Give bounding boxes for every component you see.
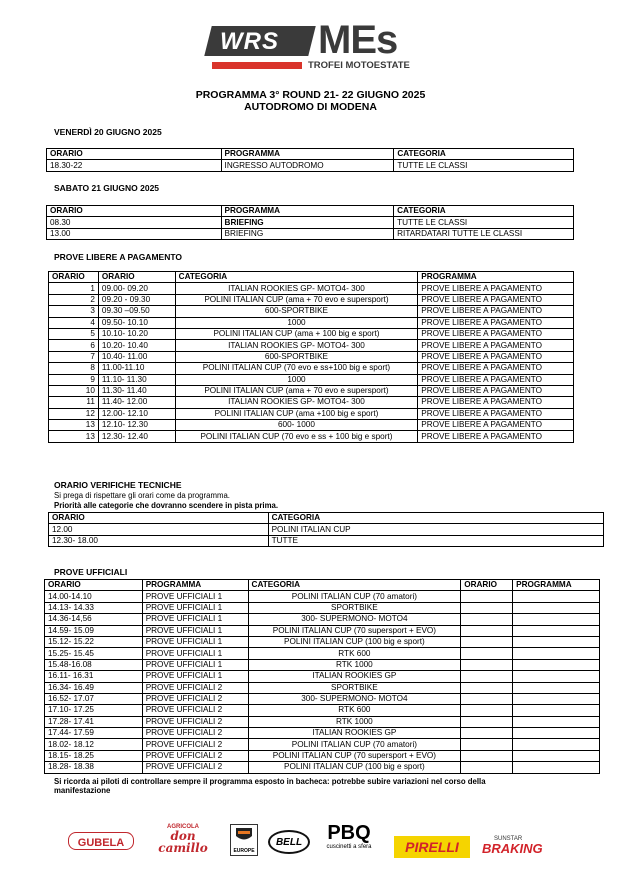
table-row <box>49 328 574 339</box>
program-cell: BRIEFING <box>221 228 394 239</box>
table-cell: 3 <box>49 306 99 317</box>
column-header: PROGRAMMA <box>221 206 394 217</box>
table-cell: PROVE LIBERE A PAGAMENTO <box>418 317 574 328</box>
table-cell: PROVE UFFICIALI 1 <box>142 614 248 625</box>
empty-cell <box>513 750 600 761</box>
table-row <box>45 659 600 670</box>
table-cell: 6 <box>49 340 99 351</box>
table-cell: 16.34- 16.49 <box>45 682 143 693</box>
table-cell: 10.40- 11.00 <box>98 351 175 362</box>
empty-cell <box>461 739 513 750</box>
table-row <box>49 408 574 419</box>
sponsor-gubela-text: GUBELA <box>77 837 125 849</box>
table-cell: 16.52- 17.07 <box>45 693 143 704</box>
table-cell: 8 <box>49 363 99 374</box>
table-cell: 300- SUPERMONO- MOTO4 <box>248 693 461 704</box>
table-header-row <box>47 149 574 160</box>
table-row <box>49 397 574 408</box>
table-row <box>49 524 604 535</box>
table-cell: 10.20- 10.40 <box>98 340 175 351</box>
empty-cell <box>513 762 600 773</box>
table-row <box>49 283 574 294</box>
table-cell: POLINI ITALIAN CUP (ama + 100 big e sport) <box>175 328 418 339</box>
logo-wrs-text: WRS <box>220 28 279 55</box>
table-cell: POLINI ITALIAN CUP (70 supersport + EVO) <box>248 625 461 636</box>
sponsor-harley <box>230 824 258 856</box>
table-cell: PROVE UFFICIALI 2 <box>142 750 248 761</box>
table-cell: PROVE UFFICIALI 2 <box>142 705 248 716</box>
table-cell: 17.28- 17.41 <box>45 716 143 727</box>
category-cell: TUTTE <box>268 535 603 546</box>
table-row <box>45 614 600 625</box>
table-cell: 09.30 –09.50 <box>98 306 175 317</box>
table-cell: 1000 <box>175 317 418 328</box>
table-cell: 4 <box>49 317 99 328</box>
sponsor-braking-top: SUNSTAR <box>494 836 523 842</box>
sponsor-pirelli <box>394 836 470 858</box>
table-cell: POLINI ITALIAN CUP (ama + 70 evo e supersport) <box>175 385 418 396</box>
table-cell: PROVE LIBERE A PAGAMENTO <box>418 374 574 385</box>
table-row <box>49 374 574 385</box>
table-cell: 300- SUPERMONO- MOTO4 <box>248 614 461 625</box>
table-cell: PROVE LIBERE A PAGAMENTO <box>418 385 574 396</box>
table-header-row <box>49 513 604 524</box>
empty-cell <box>513 602 600 613</box>
sponsor-doncamillo <box>146 824 220 860</box>
table-cell: PROVE UFFICIALI 1 <box>142 591 248 602</box>
table-row <box>45 671 600 682</box>
empty-cell <box>461 648 513 659</box>
table-row <box>45 636 600 647</box>
free-practice-heading: PROVE LIBERE A PAGAMENTO <box>54 252 182 262</box>
table-cell: PROVE LIBERE A PAGAMENTO <box>418 397 574 408</box>
sponsor-pbq-text: PBQ <box>327 822 371 844</box>
tech-checks-heading: ORARIO VERIFICHE TECNICHE <box>54 480 182 490</box>
table-row <box>49 431 574 442</box>
category-cell: RITARDATARI TUTTE LE CLASSI <box>394 228 574 239</box>
empty-cell <box>461 625 513 636</box>
table-cell: 600-SPORTBIKE <box>175 306 418 317</box>
table-cell: 15.12- 15.22 <box>45 636 143 647</box>
table-cell: PROVE UFFICIALI 2 <box>142 716 248 727</box>
time-cell: 08.30 <box>47 217 222 228</box>
table-cell: 09.00- 09.20 <box>98 283 175 294</box>
table-cell: PROVE LIBERE A PAGAMENTO <box>418 306 574 317</box>
harley-shield-icon <box>234 827 254 843</box>
table-row <box>49 306 574 317</box>
table-cell: PROVE UFFICIALI 2 <box>142 728 248 739</box>
table-row <box>49 294 574 305</box>
friday-heading: VENERDÌ 20 GIUGNO 2025 <box>54 127 162 137</box>
table-cell: PROVE UFFICIALI 1 <box>142 636 248 647</box>
sponsor-braking-text: BRAKING <box>482 841 543 856</box>
table-cell: 12 <box>49 408 99 419</box>
tech-checks-priority: Priorità alle categorie che dovranno scendere in pista prima. <box>54 501 279 510</box>
sponsor-pirelli-text: PIRELLI <box>405 839 459 855</box>
table-row <box>47 217 574 228</box>
table-row <box>45 728 600 739</box>
empty-cell <box>461 716 513 727</box>
table-cell: 1 <box>49 283 99 294</box>
empty-cell <box>513 636 600 647</box>
table-cell: SPORTBIKE <box>248 682 461 693</box>
logo-red-bar <box>212 62 302 69</box>
column-header: CATEGORIA <box>394 206 574 217</box>
table-row <box>45 762 600 773</box>
logo-mes-text: MEs <box>318 18 398 62</box>
table-cell: POLINI ITALIAN CUP (70 amatori) <box>248 739 461 750</box>
table-cell: POLINI ITALIAN CUP (70 evo e ss+100 big e sport) <box>175 363 418 374</box>
table-cell: 17.10- 17.25 <box>45 705 143 716</box>
table-cell: 14.36-14,56 <box>45 614 143 625</box>
sponsor-pbq <box>316 822 382 850</box>
table-row <box>45 716 600 727</box>
table-cell: POLINI ITALIAN CUP (100 big e sport) <box>248 762 461 773</box>
table-row <box>49 340 574 351</box>
table-cell: 11.10- 11.30 <box>98 374 175 385</box>
table-cell: ITALIAN ROOKIES GP- MOTO4- 300 <box>175 283 418 294</box>
empty-cell <box>461 750 513 761</box>
table-row <box>49 363 574 374</box>
column-header: ORARIO <box>47 149 222 160</box>
empty-cell <box>461 602 513 613</box>
table-cell: 14.00-14.10 <box>45 591 143 602</box>
table-row <box>47 160 574 171</box>
table-row <box>45 682 600 693</box>
table-row <box>45 602 600 613</box>
saturday-table <box>46 205 574 240</box>
tech-checks-table <box>48 512 604 547</box>
table-cell: PROVE UFFICIALI 2 <box>142 739 248 750</box>
table-cell: 11.30- 11.40 <box>98 385 175 396</box>
time-cell: 12.00 <box>49 524 269 535</box>
table-cell: PROVE LIBERE A PAGAMENTO <box>418 431 574 442</box>
table-cell: 11.00-11.10 <box>98 363 175 374</box>
table-cell: 11 <box>49 397 99 408</box>
table-cell: 12.30- 12.40 <box>98 431 175 442</box>
page-venue: AUTODROMO DI MODENA <box>244 101 377 113</box>
empty-cell <box>461 614 513 625</box>
table-cell: POLINI ITALIAN CUP (ama +100 big e sport) <box>175 408 418 419</box>
empty-cell <box>513 648 600 659</box>
empty-cell <box>461 728 513 739</box>
table-row <box>45 693 600 704</box>
table-row <box>49 385 574 396</box>
sponsor-doncamillo-top: AGRICOLA <box>167 824 199 830</box>
table-row <box>45 625 600 636</box>
table-cell: PROVE LIBERE A PAGAMENTO <box>418 328 574 339</box>
qualifying-table <box>44 579 600 774</box>
table-row <box>45 705 600 716</box>
table-cell: PROVE UFFICIALI 2 <box>142 693 248 704</box>
time-cell: 12.30- 18.00 <box>49 535 269 546</box>
table-cell: 14.13- 14.33 <box>45 602 143 613</box>
table-cell: PROVE UFFICIALI 1 <box>142 625 248 636</box>
table-row <box>47 228 574 239</box>
table-cell: 9 <box>49 374 99 385</box>
empty-cell <box>461 636 513 647</box>
column-header: ORARIO <box>47 206 222 217</box>
table-cell: 18.15- 18.25 <box>45 750 143 761</box>
empty-cell <box>461 671 513 682</box>
column-header: CATEGORIA <box>175 272 418 283</box>
table-cell: PROVE LIBERE A PAGAMENTO <box>418 420 574 431</box>
friday-table <box>46 148 574 172</box>
table-row <box>45 591 600 602</box>
empty-cell <box>513 591 600 602</box>
empty-cell <box>461 762 513 773</box>
table-cell: 2 <box>49 294 99 305</box>
table-cell: 12.00- 12.10 <box>98 408 175 419</box>
table-cell: PROVE LIBERE A PAGAMENTO <box>418 408 574 419</box>
table-cell: 09.20 - 09.30 <box>98 294 175 305</box>
program-cell: INGRESSO AUTODROMO <box>221 160 394 171</box>
table-row <box>45 648 600 659</box>
table-cell: PROVE UFFICIALI 1 <box>142 648 248 659</box>
qualifying-footnote: Si ricorda ai piloti di controllare sempre il programma esposto in bacheca: potrebbe subire variazioni nel corso della manifestazione <box>54 777 486 795</box>
empty-cell <box>513 682 600 693</box>
empty-cell <box>461 659 513 670</box>
table-cell: 13 <box>49 431 99 442</box>
category-cell: TUTTE LE CLASSI <box>394 160 574 171</box>
table-cell: 600-SPORTBIKE <box>175 351 418 362</box>
table-cell: 10 <box>49 385 99 396</box>
sponsor-bell <box>268 830 310 854</box>
table-cell: 15.48-16.08 <box>45 659 143 670</box>
column-header: PROGRAMMA <box>221 149 394 160</box>
column-header: PROGRAMMA <box>418 272 574 283</box>
column-header: PROGRAMMA <box>142 580 248 591</box>
empty-cell <box>513 614 600 625</box>
table-cell: 18.28- 18.38 <box>45 762 143 773</box>
table-row <box>45 739 600 750</box>
table-cell: 11.40- 12.00 <box>98 397 175 408</box>
table-cell: SPORTBIKE <box>248 602 461 613</box>
qualifying-heading: PROVE UFFICIALI <box>54 567 128 577</box>
column-header: PROGRAMMA <box>513 580 600 591</box>
header-logo <box>208 18 416 78</box>
table-cell: PROVE UFFICIALI 1 <box>142 659 248 670</box>
program-cell: BRIEFING <box>221 217 394 228</box>
table-cell: RTK 600 <box>248 648 461 659</box>
column-header: ORARIO <box>98 272 175 283</box>
free-practice-table <box>48 271 574 443</box>
table-cell: POLINI ITALIAN CUP (70 amatori) <box>248 591 461 602</box>
empty-cell <box>513 728 600 739</box>
table-cell: 14.59- 15.09 <box>45 625 143 636</box>
table-cell: 13 <box>49 420 99 431</box>
table-cell: POLINI ITALIAN CUP (ama + 70 evo e supersport) <box>175 294 418 305</box>
column-header: ORARIO <box>45 580 143 591</box>
table-cell: POLINI ITALIAN CUP (70 evo e ss + 100 big e sport) <box>175 431 418 442</box>
table-cell: 10.10- 10.20 <box>98 328 175 339</box>
table-cell: PROVE LIBERE A PAGAMENTO <box>418 363 574 374</box>
table-cell: 5 <box>49 328 99 339</box>
table-cell: 600- 1000 <box>175 420 418 431</box>
tech-checks-note: Si prega di rispettare gli orari come da programma. <box>54 491 230 500</box>
empty-cell <box>461 693 513 704</box>
saturday-heading: SABATO 21 GIUGNO 2025 <box>54 183 160 193</box>
table-row <box>49 535 604 546</box>
page-title: PROGRAMMA 3° ROUND 21- 22 GIUGNO 2025 <box>195 89 426 101</box>
category-cell: TUTTE LE CLASSI <box>394 217 574 228</box>
table-row <box>49 351 574 362</box>
time-cell: 13.00 <box>47 228 222 239</box>
table-cell: PROVE LIBERE A PAGAMENTO <box>418 283 574 294</box>
empty-cell <box>461 705 513 716</box>
table-cell: PROVE UFFICIALI 1 <box>142 671 248 682</box>
table-cell: RTK 1000 <box>248 659 461 670</box>
table-header-row <box>45 580 600 591</box>
empty-cell <box>513 693 600 704</box>
empty-cell <box>513 659 600 670</box>
column-header: ORARIO <box>49 513 269 524</box>
column-header: ORARIO <box>49 272 99 283</box>
table-cell: ITALIAN ROOKIES GP <box>248 728 461 739</box>
table-cell: PROVE LIBERE A PAGAMENTO <box>418 351 574 362</box>
table-row <box>49 420 574 431</box>
sponsor-pbq-sub: cuscinetti a sfera <box>326 844 372 850</box>
sponsor-braking <box>482 836 568 856</box>
table-header-row <box>47 206 574 217</box>
column-header: ORARIO <box>461 580 513 591</box>
sponsor-bell-text: BELL <box>275 837 303 848</box>
empty-cell <box>513 671 600 682</box>
table-cell: ITALIAN ROOKIES GP- MOTO4- 300 <box>175 340 418 351</box>
column-header: CATEGORIA <box>268 513 603 524</box>
empty-cell <box>513 705 600 716</box>
table-cell: PROVE LIBERE A PAGAMENTO <box>418 294 574 305</box>
table-header-row <box>49 272 574 283</box>
table-cell: 12.10- 12.30 <box>98 420 175 431</box>
table-cell: 17.44- 17.59 <box>45 728 143 739</box>
table-cell: POLINI ITALIAN CUP (100 big e sport) <box>248 636 461 647</box>
logo-subtitle: TROFEI MOTOESTATE <box>308 60 410 71</box>
table-cell: PROVE UFFICIALI 2 <box>142 682 248 693</box>
column-header: CATEGORIA <box>394 149 574 160</box>
sponsor-harley-text: EUROPE <box>233 848 255 854</box>
empty-cell <box>513 625 600 636</box>
table-cell: 15.25- 15.45 <box>45 648 143 659</box>
table-cell: RTK 600 <box>248 705 461 716</box>
table-cell: 09.50- 10.10 <box>98 317 175 328</box>
table-cell: PROVE LIBERE A PAGAMENTO <box>418 340 574 351</box>
table-cell: 18.02- 18.12 <box>45 739 143 750</box>
table-cell: 7 <box>49 351 99 362</box>
table-cell: ITALIAN ROOKIES GP- MOTO4- 300 <box>175 397 418 408</box>
table-cell: 1000 <box>175 374 418 385</box>
table-row <box>49 317 574 328</box>
empty-cell <box>513 716 600 727</box>
empty-cell <box>513 739 600 750</box>
sponsor-doncamillo-text: don camillo <box>158 829 208 855</box>
table-cell: 16.11- 16.31 <box>45 671 143 682</box>
column-header: CATEGORIA <box>248 580 461 591</box>
category-cell: POLINI ITALIAN CUP <box>268 524 603 535</box>
table-cell: RTK 1000 <box>248 716 461 727</box>
table-cell: POLINI ITALIAN CUP (70 supersport + EVO) <box>248 750 461 761</box>
time-cell: 18.30-22 <box>47 160 222 171</box>
empty-cell <box>461 682 513 693</box>
table-cell: PROVE UFFICIALI 1 <box>142 602 248 613</box>
table-cell: PROVE UFFICIALI 2 <box>142 762 248 773</box>
sponsor-gubela <box>68 832 134 850</box>
table-cell: ITALIAN ROOKIES GP <box>248 671 461 682</box>
empty-cell <box>461 591 513 602</box>
table-row <box>45 750 600 761</box>
